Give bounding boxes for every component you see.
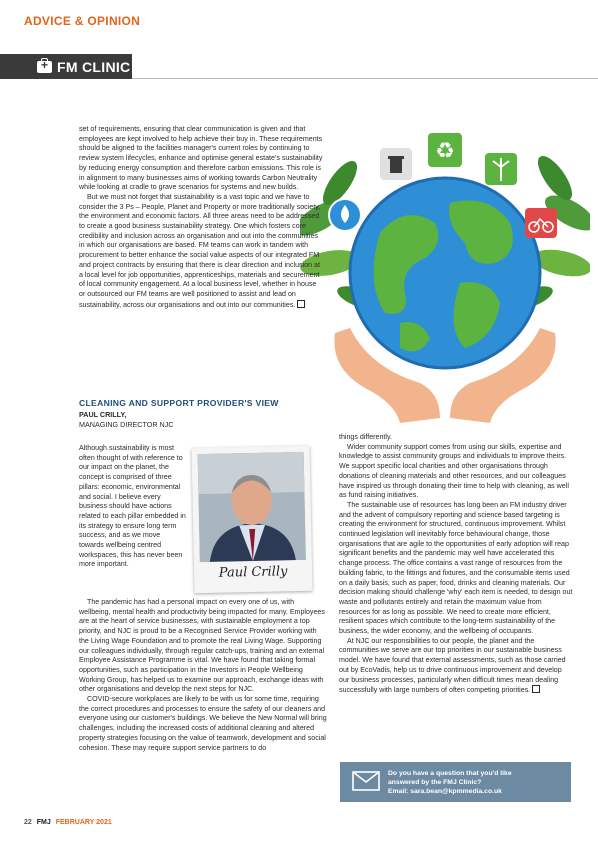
portrait-card [191, 446, 312, 593]
end-mark-icon [532, 685, 540, 693]
svg-text:♻: ♻ [435, 139, 455, 164]
recycle-icon [428, 133, 462, 167]
brand-name: FMJ [36, 819, 51, 826]
portrait-photo [198, 452, 306, 562]
envelope-icon [352, 771, 380, 791]
body-paragraph-3: COVID-secure workplaces are likely to be with us for some time, requiring the correct procedures and processes to ensure the safety of our cleaners and everyone using our customer's buildings. We believe the New Normal will bring challenges, including the increased costs of additional cleaning and altered property strategies focusing on the value of teamwork, development and social cohesion. These may require support service partners to do [79, 695, 327, 752]
issue-date: FEBRUARY 2021 [55, 819, 112, 826]
header-rule [132, 78, 598, 79]
provider-role: MANAGING DIRECTOR NJC [79, 420, 174, 429]
earth-illustration [300, 123, 590, 423]
page-number: 22 [24, 819, 32, 826]
provider-title: CLEANING AND SUPPORT PROVIDER'S VIEW [79, 398, 279, 408]
page-footer [24, 819, 112, 826]
body-column-2 [339, 433, 573, 696]
body-paragraph-1: Although sustainability is most often thought of with reference to our impact on the planet, the concept is comprised of three pillars: economic, environmental and social. I believe every business should have actions related to each pillar embedded in its strategy to ensure long term success, and as we move towards wellbeing centred workspaces, this has never been more important. [79, 444, 186, 569]
body-paragraph-2: The pandemic has had a personal impact on every one of us, with wellbeing, mental health and productivity being impacted for many. Employees are at the heart of service businesses, with sustainable employment a top priority, and NJC is proud to be a Recognised Service Provider working with the Living Wage Foundation and to promote the real Living Wage. Supporting our colleagues individually, through regular catch-ups, training and an external Employee Assistance Programme is vital. We have found that taking formal opportunities, such as participation in the Investors in People Wellbeing Working Group, has helped us to examine our approach, exchange ideas with other organisations and develop the next steps for NJC. [79, 598, 325, 694]
globe [350, 178, 540, 368]
intro-text [79, 125, 324, 310]
clinic-label: FM CLINIC [57, 58, 131, 75]
end-mark-icon [297, 300, 305, 308]
question-line-2: answered by the FMJ Clinic? [388, 779, 482, 786]
body-column-1-lower [79, 598, 327, 753]
intro-paragraph-1: set of requirements, ensuring that clear communication is given and that employees are kept involved to help achieve their buy in. These requirements should be aligned to the facilities manager's current roles by continuing to review system lifecycles, enhance and optimise general estate's sustainability by reducing energy consumption and therefore carbon emissions. This role is in alignment to many businesses aims of working towards Carbon Neutrality while looking at cradle to grave scenarios for systems and new builds. [79, 125, 323, 192]
question-email[interactable]: Email: sara.bean@kpmmedia.co.uk [388, 788, 502, 795]
section-heading: ADVICE & OPINION [24, 14, 141, 28]
question-box [340, 762, 571, 802]
water-drop-icon [329, 199, 361, 231]
wind-turbine-icon [485, 153, 517, 185]
bicycle-icon [525, 208, 557, 238]
body-paragraph-6: The sustainable use of resources has long been an FM industry driver and the advent of compulsory reporting and science based targeting is creating the environment for structured, continuous improvement. Whilst continued legislation will inevitably force behavioural change, those organisations that are agile to the opportunities of early adoption will reap significant benefits and the pandemic may well have accelerated this change process. The office contains a vast range of resources from the building fabric, to the fittings and fixtures, and the consumable items used on a daily basis, such as paper, food, drinks and cleaning materials. Our decision making should challenge 'why' each item is needed, to design out waste and pollutants entirely and retain the maximum value from resources for as long as possible. We need to create more efficient, resilient spaces which contribute to the long-term sustainability of the business, the wider economy, and the wellbeing of occupants. [339, 500, 573, 636]
question-line-1: Do you have a question that you'd like [388, 770, 512, 777]
body-paragraph-7: At NJC our responsibilities to our people, the planet and the communities we serve are our top priorities in our sustainable business model. We have found that external assessments, such as those carried out by EcoVadis, help us to drive continuous improvement and develop our business processes, particularly when difficult times mean dealing successfully with large numbers of often competing priorities. [339, 636, 566, 695]
intro-paragraph-2: But we must not forget that sustainability is a vast topic and we have to consider the 3 Ps – People, Planet and Property or more traditionally society, the environment and economic factors. All three areas need to be addressed to create a good business sustainability strategy. One which fosters core credibility and inclusion across an organisation and out into the communities in which our organisations are based. FM teams can work in tandem with procurement to better enhance the social value aspects of our integrated FM and project contracts by ensuring that there is clear direction and inclusion at a local level for job opportunities, apprenticeships, materials and securement of local community engagement. At a local business level, whether in house or outsourced our FM teams are well positioned to assist and lead on sustainability, across our organisations and out into our communities. [79, 192, 321, 309]
body-paragraph-5: Wider community support comes from using our skills, expertise and knowledge to assist community groups and individuals to improve theirs. We support specific local charities and other organisations through donations of cleaning materials and other resources, and our colleagues have inspired us through donating their time to help with cleaning, as well as fund raising initiatives. [339, 442, 569, 500]
medical-kit-icon [37, 61, 52, 73]
signature: Paul Crilly [218, 564, 288, 581]
body-column-1-upper [79, 444, 187, 570]
bin-icon [380, 148, 412, 180]
clinic-banner [0, 54, 132, 79]
body-paragraph-4: things differently. [339, 433, 392, 441]
provider-name: PAUL CRILLY, [79, 410, 127, 419]
